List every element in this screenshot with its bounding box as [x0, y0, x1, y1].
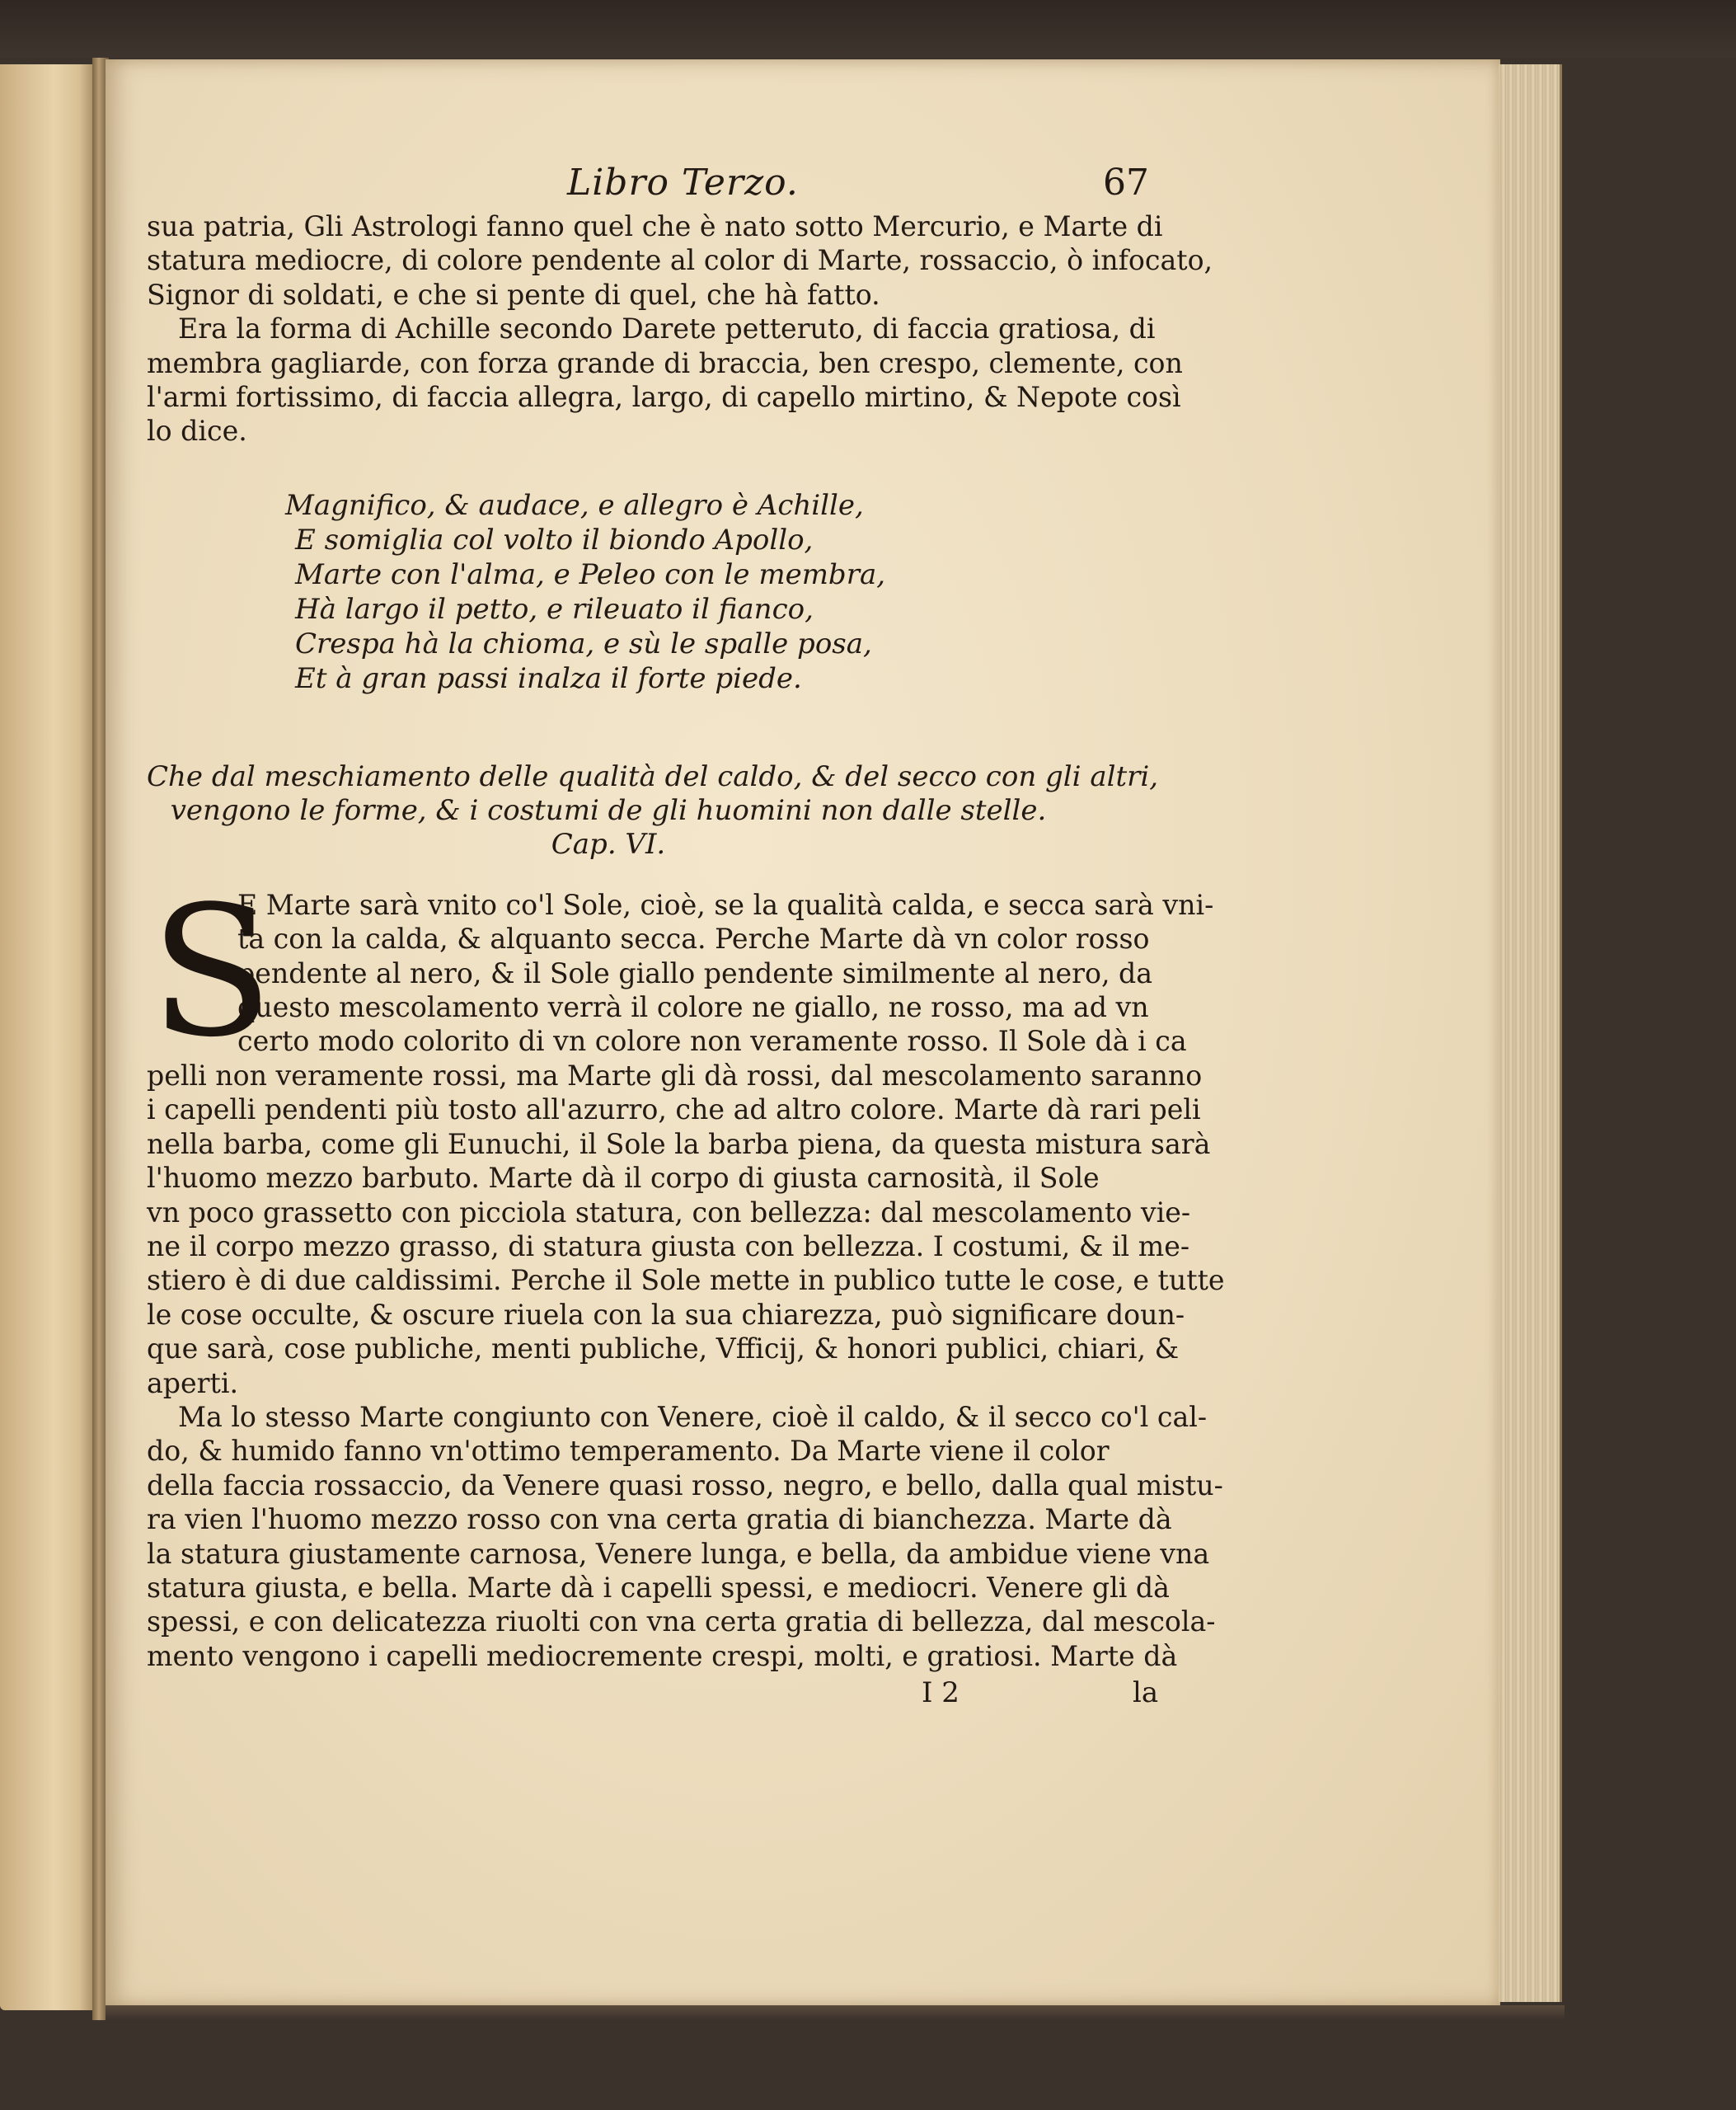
page-shadow: [106, 2005, 1565, 2020]
verse-line: Crespa hà la chioma, e sù le spalle posa,: [295, 627, 872, 660]
page-stack-edge: [1499, 64, 1562, 2002]
verse-line: Et à gran passi inalza il forte piede.: [295, 661, 802, 695]
text-line: mento vengono i capelli mediocremente crespi, molti, e gratiosi. Marte dà: [147, 1639, 1178, 1672]
text-line: do, & humido fanno vn'ottimo temperamento. Da Marte viene il color: [147, 1435, 1110, 1468]
text-line: la statura giustamente carnosa, Venere lunga, e bella, da ambidue viene vna: [147, 1537, 1210, 1570]
verse-line: Magnifico, & audace, e allegro è Achille,: [285, 488, 864, 522]
text-line: sua patria, Gli Astrologi fanno quel che è nato sotto Mercurio, e Marte di: [147, 210, 1163, 242]
text-line: statura giusta, e bella. Marte dà i capelli spessi, e mediocri. Venere gli dà: [147, 1571, 1170, 1604]
text-line: Ma lo stesso Marte congiunto con Venere, cioè il caldo, & il secco co'l cal-: [178, 1400, 1208, 1433]
paragraph-3-continued: [147, 1059, 1225, 1400]
running-head: [147, 162, 1202, 209]
text-line: Signor di soldati, e che si pente di quel, che hà fatto.: [147, 278, 880, 311]
text-line: certo modo colorito di vn colore non veramente rosso. Il Sole dà i ca: [237, 1025, 1187, 1058]
text-line: le cose occulte, & oscure riuela con la sua chiarezza, può significare doun-: [147, 1298, 1185, 1331]
running-title: Libro Terzo.: [567, 162, 799, 204]
text-line: stiero è di due caldissimi. Perche il Sole mette in publico tutte le cose, e tutte: [147, 1264, 1225, 1297]
text-line: l'armi fortissimo, di faccia allegra, largo, di capello mirtino, & Nepote così: [147, 381, 1181, 414]
verse-line: Hà largo il petto, e rileuato il fianco,: [295, 592, 814, 626]
paragraph-2: [147, 312, 1202, 449]
paragraph-4: [147, 1400, 1223, 1673]
signature-mark: I 2: [922, 1676, 959, 1710]
heading-line: vengono le forme, & i costumi de gli huomini non dalle stelle.: [170, 793, 1047, 827]
text-line: l'huomo mezzo barbuto. Marte dà il corpo di giusta carnosità, il Sole: [147, 1162, 1100, 1195]
page-footer: [147, 1676, 1202, 1713]
text-line: vn poco grassetto con picciola statura, con bellezza: dal mescolamento vie-: [147, 1196, 1191, 1229]
text-line: lo dice.: [147, 415, 247, 448]
text-line: ta con la calda, & alquanto secca. Perche Marte dà vn color rosso: [237, 923, 1150, 956]
page-number: 67: [1103, 162, 1149, 204]
backdrop: [0, 0, 1736, 58]
text-line: Era la forma di Achille secondo Darete petteruto, di faccia gratiosa, di: [178, 313, 1156, 345]
verse-block: [285, 488, 1202, 696]
text-line: aperti.: [147, 1366, 239, 1399]
text-line: membra gagliarde, con forza grande di braccia, ben crespo, clemente, con: [147, 346, 1183, 379]
text-line: nella barba, come gli Eunuchi, il Sole la barba piena, da questa mistura sarà: [147, 1127, 1211, 1160]
text-line: pendente al nero, & il Sole giallo pendente similmente al nero, da: [237, 956, 1153, 989]
catchword: la: [1133, 1676, 1159, 1710]
text-line: E Marte sarà vnito co'l Sole, cioè, se la qualità calda, e secca sarà vni-: [237, 888, 1214, 921]
text-line: statura mediocre, di colore pendente al color di Marte, rossaccio, ò infocato,: [147, 244, 1213, 277]
page-text: [147, 162, 1225, 1713]
chapter-number: Cap. VI.: [551, 827, 666, 861]
text-line: que sarà, cose publiche, menti publiche, Vfficij, & honori publici, chiari, &: [147, 1332, 1180, 1365]
text-line: i capelli pendenti più tosto all'azurro, che ad altro colore. Marte dà rari peli: [147, 1093, 1201, 1126]
text-line: pelli non veramente rossi, ma Marte gli dà rossi, dal mescolamento saranno: [147, 1059, 1203, 1092]
verse-line: E somiglia col volto il biondo Apollo,: [295, 523, 814, 557]
text-line: ra vien l'huomo mezzo rosso con vna certa gratia di bianchezza. Marte dà: [147, 1503, 1172, 1536]
chapter-heading: [147, 759, 1159, 862]
text-line: spessi, e con delicatezza riuolti con vna certa gratia di bellezza, dal mescola-: [147, 1605, 1216, 1638]
text-line: questo mescolamento verrà il colore ne giallo, ne rosso, ma ad vn: [237, 991, 1149, 1024]
text-line: della faccia rossaccio, da Venere quasi rosso, negro, e bello, dalla qual mistu-: [147, 1469, 1223, 1501]
facing-page-edge: [0, 64, 99, 2010]
paragraph-3-opening: [147, 888, 1214, 1059]
verse-line: Marte con l'alma, e Peleo con le membra,: [295, 557, 886, 591]
text-line: ne il corpo mezzo grasso, di statura giusta con bellezza. I costumi, & il me-: [147, 1229, 1190, 1262]
heading-line: Che dal meschiamento delle qualità del caldo, & del secco con gli altri,: [147, 759, 1159, 793]
drop-cap: S: [150, 867, 274, 1077]
paragraph-1: [147, 209, 1213, 312]
